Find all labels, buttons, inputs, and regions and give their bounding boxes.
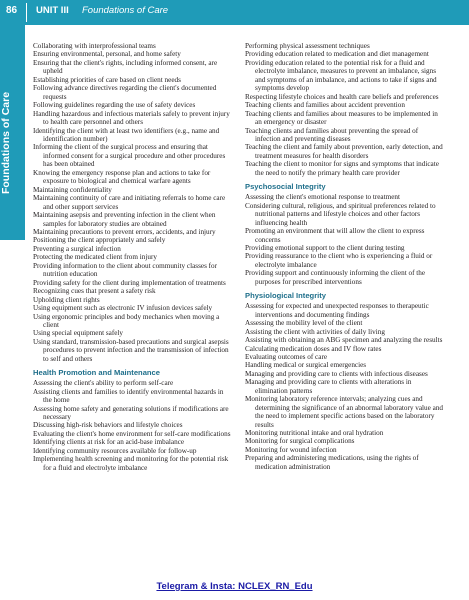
unit-title: Foundations of Care [82,5,169,16]
list-item: Assessing the mobility level of the client [245,319,363,328]
list-item: Using standard, transmission-based precautions and surgical asepsis procedures to prevent infection and the transmission of infection to self and others [33,337,229,363]
list-item: Evaluating outcomes of care [245,352,328,361]
list-item: Maintaining precautions to prevent errors, accidents, and injury [33,227,216,236]
page-header [0,0,469,25]
list-item: Assisting with obtaining an ABG specimen and analyzing the results [245,336,443,345]
list-item: Teaching the client to monitor for signs and symptoms that indicate the need to notify the primary health care provider [245,160,439,177]
list-item: Calculating medication doses and IV flow rates [245,344,382,353]
right-list-1 [245,42,444,177]
list-item: Identifying community resources available for follow-up [33,446,197,455]
list-item: Establishing priorities of care based on client needs [33,75,181,84]
section-heading-health-promotion: Health Promotion and Maintenance [33,368,160,378]
section-heading-psychosocial: Psychosocial Integrity [245,182,326,192]
list-item: Providing education related to the potential risk for a fluid and electrolyte imbalance, measures to prevent an imbalance, signs and symptoms of an imbalance, and actions to take if signs and symptoms develop [245,58,437,93]
list-item: Monitoring for surgical complications [245,437,355,446]
list-item: Following guidelines regarding the use of safety devices [33,101,196,110]
list-item: Discussing high-risk behaviors and lifestyle choices [33,421,183,430]
list-item: Teaching clients and families about preventing the spread of infection and preventing diseases [245,126,419,143]
list-item: Using special equipment safely [33,329,124,338]
list-item: Positioning the client appropriately and safely [33,236,166,245]
list-item: Using equipment such as electronic IV infusion devices safely [33,304,213,313]
list-item: Handling hazardous and infectious materials safely to prevent injury to health care personnel and others [33,109,230,127]
list-item: Using ergonomic principles and body mechanics when moving a client [33,312,220,329]
list-item: Implementing health screening and monitoring for the potential risk for a fluid and electrolyte imbalance [33,455,229,472]
section-side-tab [0,25,25,240]
list-item: Managing and providing care to clients with alterations in elimination patterns [245,378,412,395]
list-item: Assessing the client's emotional response to treatment [245,193,400,202]
left-list-2 [33,379,232,472]
list-item: Assessing home safety and generating solutions if modifications are necessary [33,404,229,422]
list-item: Teaching clients and families about accident prevention [245,101,405,110]
list-item: Assisting clients and families to identify environmental hazards in the home [33,387,224,405]
page-number: 86 [6,5,18,16]
footer-link[interactable]: Telegram & Insta: NCLEX_RN_Edu [156,581,313,592]
list-item: Identifying the client with at least two identifiers (e.g., name and identification number) [33,126,220,143]
header-divider [26,3,27,22]
list-item: Collaborating with interprofessional teams [33,42,156,50]
list-item: Monitoring for wound infection [245,445,337,454]
list-item: Teaching clients and families about measures to be implemented in an emergency or disaster [245,109,438,127]
list-item: Upholding client rights [33,295,100,304]
list-item: Handling medical or surgical emergencies [245,361,367,370]
right-column [245,42,444,471]
list-item: Providing support and continuously informing the client of the purposes for prescribed interventions [245,269,426,286]
list-item: Ensuring that the client's rights, including informed consent, are upheld [33,58,218,76]
list-item: Maintaining confidentiality [33,185,112,194]
unit-label: UNIT III [36,5,69,16]
list-item: Managing and providing care to clients with infectious diseases [245,369,428,378]
list-item: Providing emotional support to the client during testing [245,243,405,252]
list-item: Monitoring laboratory reference intervals; analyzing cues and determining the significance of an abnormal laboratory value and the need to implement specific actions based on the laboratory results [245,395,444,429]
list-item: Providing education related to medication and diet management [245,50,429,59]
left-column [33,42,232,472]
list-item: Providing safety for the client during implementation of treatments [33,278,226,287]
list-item: Preparing and administering medications, using the rights of medication administration [245,454,419,471]
list-item: Teaching the client and family about prevention, early detection, and treatment measures for health disorders [245,143,443,160]
side-tab-label: Foundations of Care [0,91,12,195]
list-item: Recognizing cues that present a safety risk [33,287,156,296]
list-item: Maintaining asepsis and preventing infection in the client when samples for laboratory studies are obtained [33,211,216,228]
list-item: Evaluating the client's home environment for self-care modifications [33,429,231,438]
list-item: Knowing the emergency response plan and actions to take for exposure to biological and chemical warfare agents [33,168,211,186]
list-item: Following advance directives regarding the client's documented requests [33,84,217,101]
list-item: Assessing for expected and unexpected responses to therapeutic interventions and documenting findings [245,302,429,319]
list-item: Performing physical assessment techniques [245,42,370,50]
list-item: Monitoring nutritional intake and oral hydration [245,429,384,438]
left-list-1 [33,42,232,363]
right-list-3 [245,302,444,471]
list-item: Informing the client of the surgical process and ensuring that informed consent for a surgical procedure and other procedures has been obtained [33,143,226,169]
list-item: Considering cultural, religious, and spiritual preferences related to nutritional patterns and lifestyle choices and other factors influencing health [245,201,436,227]
section-heading-physiological: Physiological Integrity [245,291,327,301]
right-list-2 [245,193,444,286]
list-item: Ensuring environmental, personal, and home safety [33,50,181,59]
list-item: Maintaining continuity of care and initiating referrals to home care and other support services [33,194,226,211]
list-item: Assisting the client with activities of daily living [245,327,385,336]
list-item: Preventing a surgical infection [33,244,121,253]
list-item: Providing reassurance to the client who is experiencing a fluid or electrolyte imbalance [245,252,433,269]
list-item: Assessing the client's ability to perform self-care [33,379,174,388]
list-item: Providing information to the client about community classes for nutrition education [33,261,218,279]
list-item: Respecting lifestyle choices and health care beliefs and preferences [245,92,439,101]
list-item: Promoting an environment that will allow the client to express concerns [245,227,425,244]
list-item: Identifying clients at risk for an acid-base imbalance [33,438,185,447]
list-item: Protecting the medicated client from injury [33,253,157,262]
